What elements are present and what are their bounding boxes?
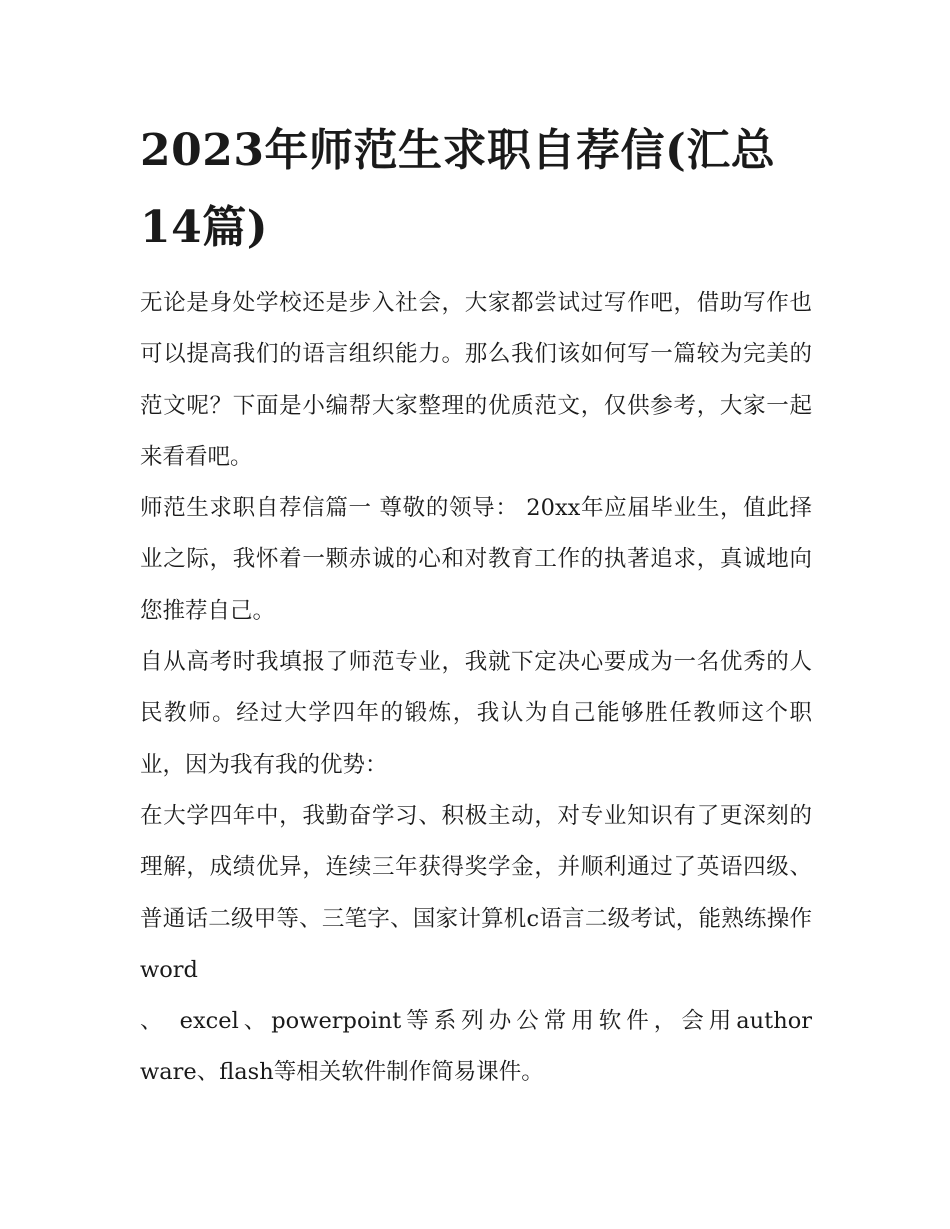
paragraph-software: 、 excel、powerpoint等系列办公常用软件，会用author ware、flash等相关软件制作简易课件。 [140, 1008, 812, 1086]
document-body [140, 112, 812, 1099]
document-title: 2023年师范生求职自荐信(汇总14篇) [140, 125, 776, 253]
paragraph-greeting: 师范生求职自荐信篇一 尊敬的领导： 20xx年应届毕业生，值此择业之际，我怀着一颗赤诚的心和对教育工作的执著追求，真诚地向您推荐自己。 [140, 495, 812, 624]
paragraph-intro: 无论是身处学校还是步入社会，大家都尝试过写作吧，借助写作也可以提高我们的语言组织能力。那么我们该如何写一篇较为完美的范文呢？下面是小编帮大家整理的优质范文，仅供参考，大家一起来看看吧。 [140, 290, 812, 470]
paragraph-study: 在大学四年中，我勤奋学习、积极主动，对专业知识有了更深刻的理解，成绩优异，连续三年获得奖学金，并顺利通过了英语四级、普通话二级甲等、三笔字、国家计算机c语言二级考试，能熟练操作word [140, 802, 812, 983]
paragraph-motivation: 自从高考时我填报了师范专业，我就下定决心要成为一名优秀的人民教师。经过大学四年的锻炼，我认为自己能够胜任教师这个职业，因为我有我的优势： [140, 649, 812, 778]
